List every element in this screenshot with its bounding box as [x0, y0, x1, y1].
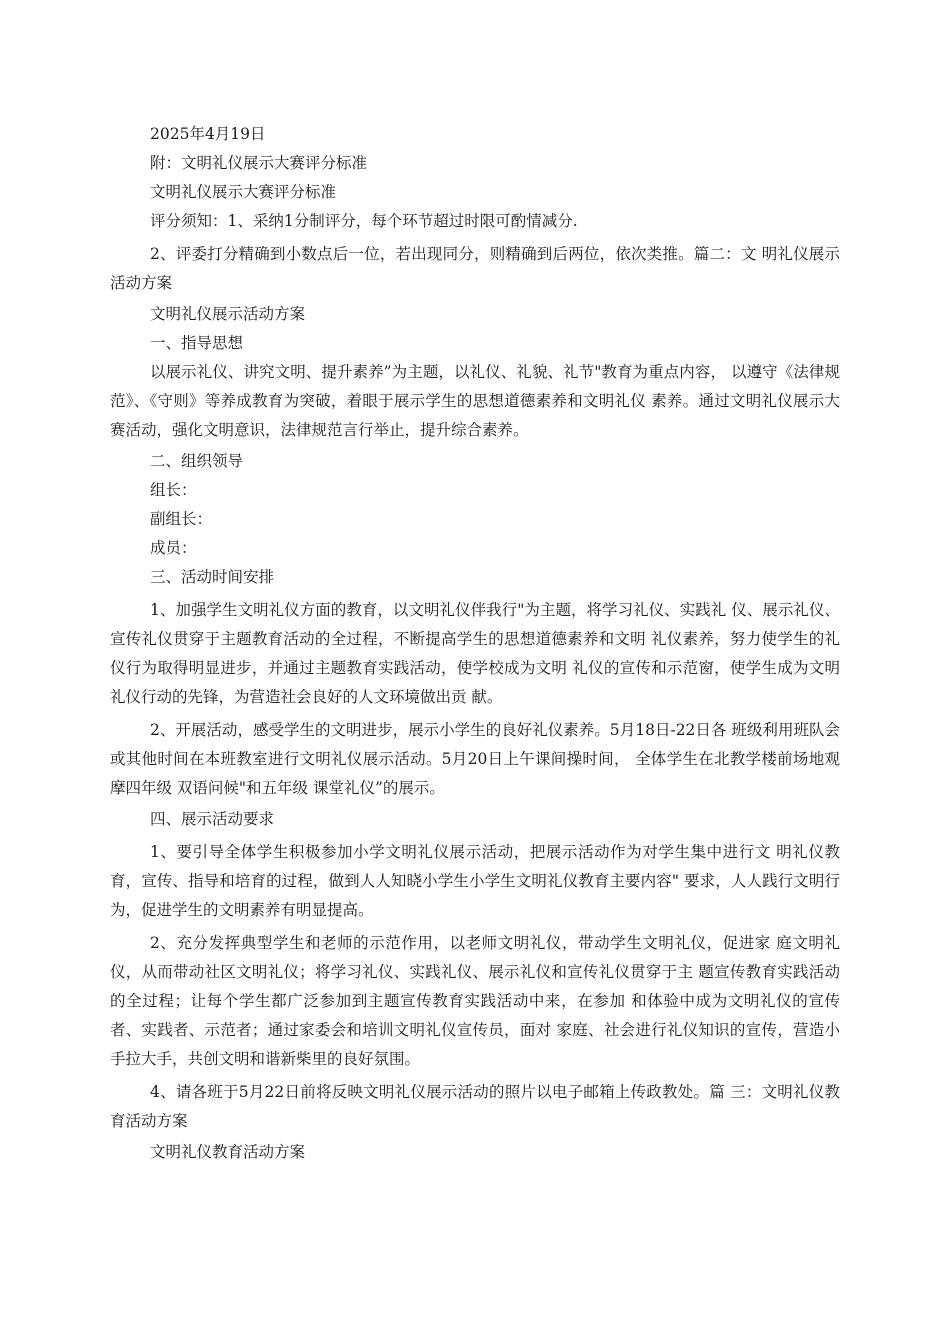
deputy-leader-line: 副组长： [150, 510, 213, 528]
section-4-item-1: 1、要引导全体学生积极参加小学文明礼仪展示活动，把展示活动作为对学生集中进行文 明礼仪教育，宣传、指导和培育的过程，做到人人知晓小学生小学生文明礼仪教育主要内容" 要求，人人践行文明行为，促进学生的文明素养有明显提高。 [110, 843, 840, 919]
section-4-heading: 四、展示活动要求 [150, 810, 275, 828]
section-4-item-4: 4、请各班于5月22日前将反映文明礼仪展示活动的照片以电子邮箱上传政教处。篇 三：文明礼仪教育活动方案 [110, 1083, 840, 1130]
standard-title: 文明礼仪展示大赛评分标准 [150, 183, 337, 201]
scoring-note-1: 评分须知：1、采纳1分制评分，每个环节超过时限可酌情减分. [150, 212, 578, 230]
scoring-note-2: 2、评委打分精确到小数点后一位，若出现同分，则精确到后两位，依次类推。篇二：文 明礼仪展示活动方案 [110, 245, 840, 292]
plan-title: 文明礼仪展示活动方案 [150, 305, 306, 323]
section-3-item-1: 1、加强学生文明礼仪方面的教育，以文明礼仪伴我行"为主题，将学习礼仪、实践礼 仪、展示礼仪、宣传礼仪贯穿于主题教育活动的全过程，不断提高学生的思想道德素养和文明 礼仪素养，努力使学生的礼仪行为取得明显进步，并通过主题教育实践活动，使学校成为文明 礼仪的宣传和示范窗，使学生成为文明礼仪行动的先锋，为营造社会良好的人文环境做出贡 献。 [110, 601, 840, 706]
section-1-heading: 一、指导思想 [150, 334, 244, 352]
leader-line: 组长： [150, 481, 197, 499]
section-4-item-2: 2、充分发挥典型学生和老师的示范作用，以老师文明礼仪，带动学生文明礼仪，促进家 庭文明礼仪，从而带动社区文明礼仪；将学习礼仪、实践礼仪、展示礼仪和宣传礼仪贯穿于主 题宣传教育实践活动的全过程；让每个学生都广泛参加到主题宣传教育实践活动中来，在参加 和体验中成为文明礼仪的宣传者、实践者、示范者；通过家委会和培训文明礼仪宣传员，面对 家庭、社会进行礼仪知识的宣传，营造小手拉大手，共创文明和谐新柴里的良好氛围。 [110, 934, 840, 1068]
section-1-body: 以展示礼仪、讲究文明、提升素养”为主题，以礼仪、礼貌、礼节"教育为重点内容， 以遵守《法律规范》、《守则》等养成教育为突破，着眼于展示学生的思想道德素养和文明礼仪 素养。通过文明礼仪展示大赛活动，强化文明意识，法律规范言行举止，提升综合素养。 [110, 363, 840, 439]
section-3-heading: 三、活动时间安排 [150, 568, 275, 586]
attachment-line: 附：文明礼仪展示大赛评分标准 [150, 154, 368, 172]
section-3-item-2: 2、开展活动，感受学生的文明进步，展示小学生的良好礼仪素养。5月18日-22日各 班级利用班队会或其他时间在本班教室进行文明礼仪展示活动。5月20日上午课间操时间， 全体学生在北教学楼前场地观摩四年级 双语问候"和五年级 课堂礼仪”的展示。 [110, 721, 840, 797]
document-page [110, 120, 840, 1167]
document-date: 2025年4月19日 [150, 125, 266, 143]
plan-3-title: 文明礼仪教育活动方案 [150, 1143, 306, 1161]
section-2-heading: 二、组织领导 [150, 452, 244, 470]
members-line: 成员： [150, 539, 197, 557]
